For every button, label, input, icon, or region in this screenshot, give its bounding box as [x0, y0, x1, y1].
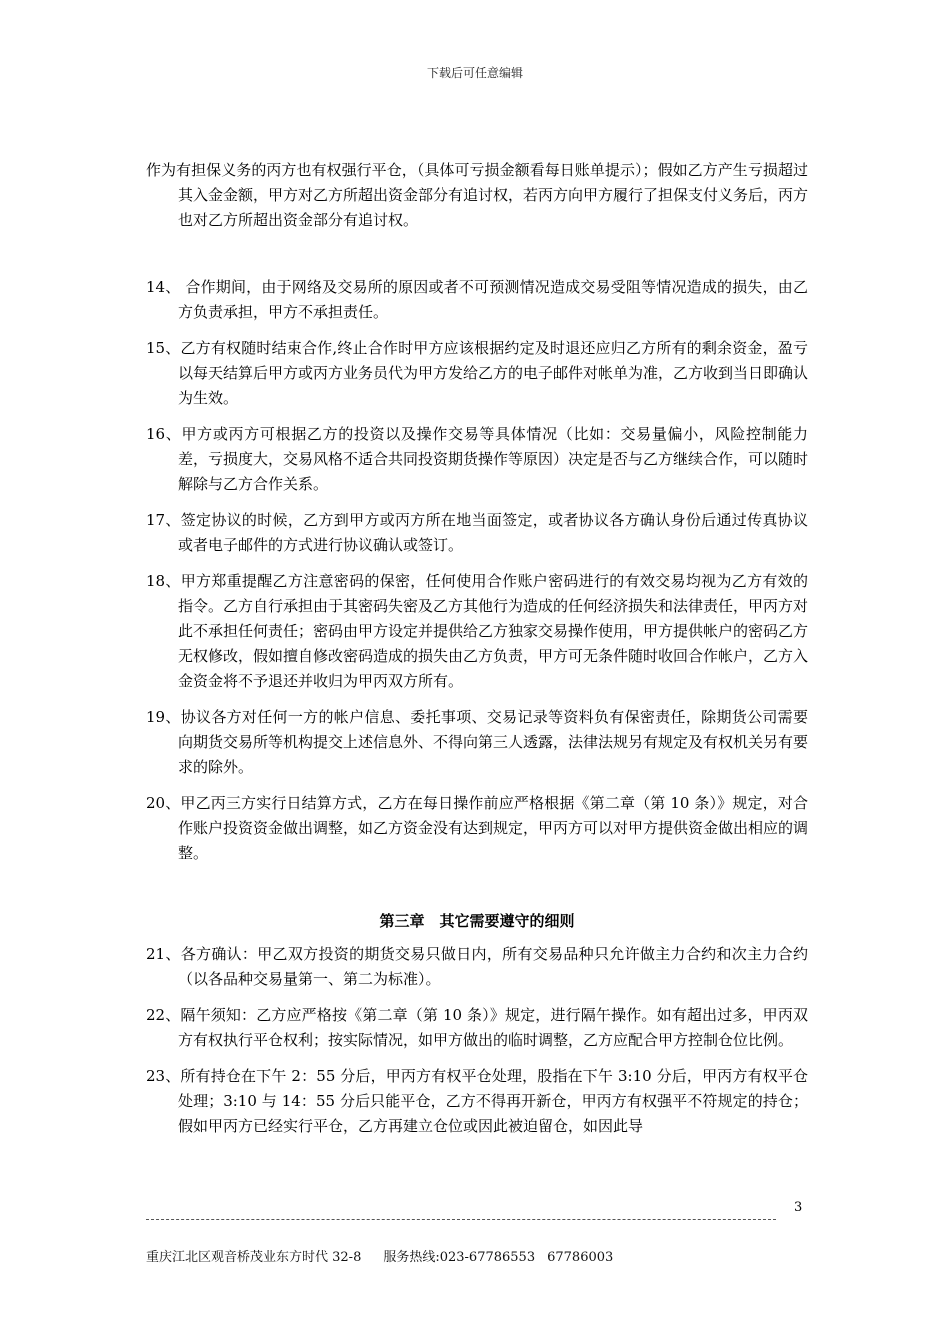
clause-number: 18、	[146, 572, 181, 590]
clause-text: 合作期间，由于网络及交易所的原因或者不可预测情况造成交易受阻等情况造成的损失，由乙方负责承担，甲方不承担责任。	[178, 278, 808, 321]
clause-number: 16、	[146, 425, 182, 443]
footer-hotline-extra: 67786003	[547, 1250, 614, 1265]
clause-20	[146, 791, 808, 866]
clause-16	[146, 422, 808, 497]
clause-text: 甲乙丙三方实行日结算方式，乙方在每日操作前应严格根据《第二章（第 10 条）》规定，对合作账户投资资金做出调整，如乙方资金没有达到规定，甲丙方可以对甲方提供资金做出相应的调整。	[178, 794, 809, 862]
page-content	[146, 158, 808, 1150]
clause-21	[146, 942, 808, 992]
clause-text: 乙方有权随时结束合作,终止合作时甲方应该根据约定及时退还应归乙方所有的剩余资金，盈亏以每天结算后甲方或丙方业务员代为甲方发给乙方的电子邮件对帐单为准，乙方收到当日即确认为生效。	[178, 339, 809, 407]
clause-number: 14、	[146, 278, 181, 296]
page-footer	[146, 1246, 613, 1265]
spacer	[146, 877, 808, 909]
chapter-title: 第三章 其它需要遵守的细则	[379, 912, 575, 930]
clause-number: 19、	[146, 708, 181, 726]
clause-number: 23、	[146, 1067, 181, 1085]
clause-number: 20、	[146, 794, 181, 812]
clause-text: 各方确认：甲乙双方投资的期货交易只做日内，所有交易品种只允许做主力合约和次主力合约（以各品种交易量第一、第二为标准）。	[178, 945, 808, 988]
clause-14	[146, 275, 808, 325]
spacer	[146, 233, 808, 275]
footer-divider	[146, 1219, 776, 1220]
footer-hotline: 服务热线:023-67786553	[383, 1250, 536, 1265]
clause-text: 所有持仓在下午 2：55 分后，甲丙方有权平仓处理，股指在下午 3:10 分后，甲丙方有权平仓处理；3:10 与 14：55 分后只能平仓，乙方不得再开新仓，甲丙方有权强平不符规定的持仓；假如甲丙方已经实行平仓，乙方再建立仓位或因此被迫留仓，如因此导	[178, 1067, 809, 1135]
clause-text: 甲方或丙方可根据乙方的投资以及操作交易等具体情况（比如：交易量偏小，风险控制能力差，亏损度大，交易风格不适合共同投资期货操作等原因）决定是否与乙方继续合作，可以随时解除与乙方合作关系。	[178, 425, 809, 493]
continuation-text: 作为有担保义务的丙方也有权强行平仓，（具体可亏损金额看每日账单提示）；假如乙方产生亏损超过其入金金额，甲方对乙方所超出资金部分有追讨权，若丙方向甲方履行了担保支付义务后，丙方也对乙方所超出资金部分有追讨权。	[146, 161, 809, 229]
clause-18	[146, 569, 808, 694]
page-header: 下载后可任意编辑	[426, 66, 523, 80]
clause-text: 签定协议的时候，乙方到甲方或丙方所在地当面签定，或者协议各方确认身份后通过传真协议或者电子邮件的方式进行协议确认或签订。	[178, 511, 808, 554]
clause-text: 协议各方对任何一方的帐户信息、委托事项、交易记录等资料负有保密责任，除期货公司需要向期货交易所等机构提交上述信息外、不得向第三人透露，法律法规另有规定及有权机关另有要求的除外。	[178, 708, 809, 776]
continuation-paragraph	[146, 158, 808, 233]
clause-number: 15、	[146, 339, 181, 357]
footer-address: 重庆江北区观音桥茂业东方时代 32-8	[146, 1250, 362, 1265]
clause-text: 甲方郑重提醒乙方注意密码的保密，任何使用合作账户密码进行的有效交易均视为乙方有效的指令。乙方自行承担由于其密码失密及乙方其他行为造成的任何经济损失和法律责任，甲丙方对此不承担任何责任；密码由甲方设定并提供给乙方独家交易操作使用，甲方提供帐户的密码乙方无权修改，假如擅自修改密码造成的损失由乙方负责，甲方可无条件随时收回合作帐户，乙方入金资金将不予退还并收归为甲丙双方所有。	[178, 572, 809, 690]
clause-number: 21、	[146, 945, 181, 963]
clause-22	[146, 1003, 808, 1053]
clause-text: 隔午须知：乙方应严格按《第二章（第 10 条）》规定，进行隔午操作。如有超出过多，甲丙双方有权执行平仓权利；按实际情况，如甲方做出的临时调整，乙方应配合甲方控制仓位比例。	[178, 1006, 808, 1049]
clause-19	[146, 705, 808, 780]
clause-number: 22、	[146, 1006, 181, 1024]
clause-15	[146, 336, 808, 411]
page-number: 3	[794, 1200, 803, 1215]
clause-23	[146, 1064, 808, 1139]
clause-number: 17、	[146, 511, 181, 529]
clause-17	[146, 508, 808, 558]
